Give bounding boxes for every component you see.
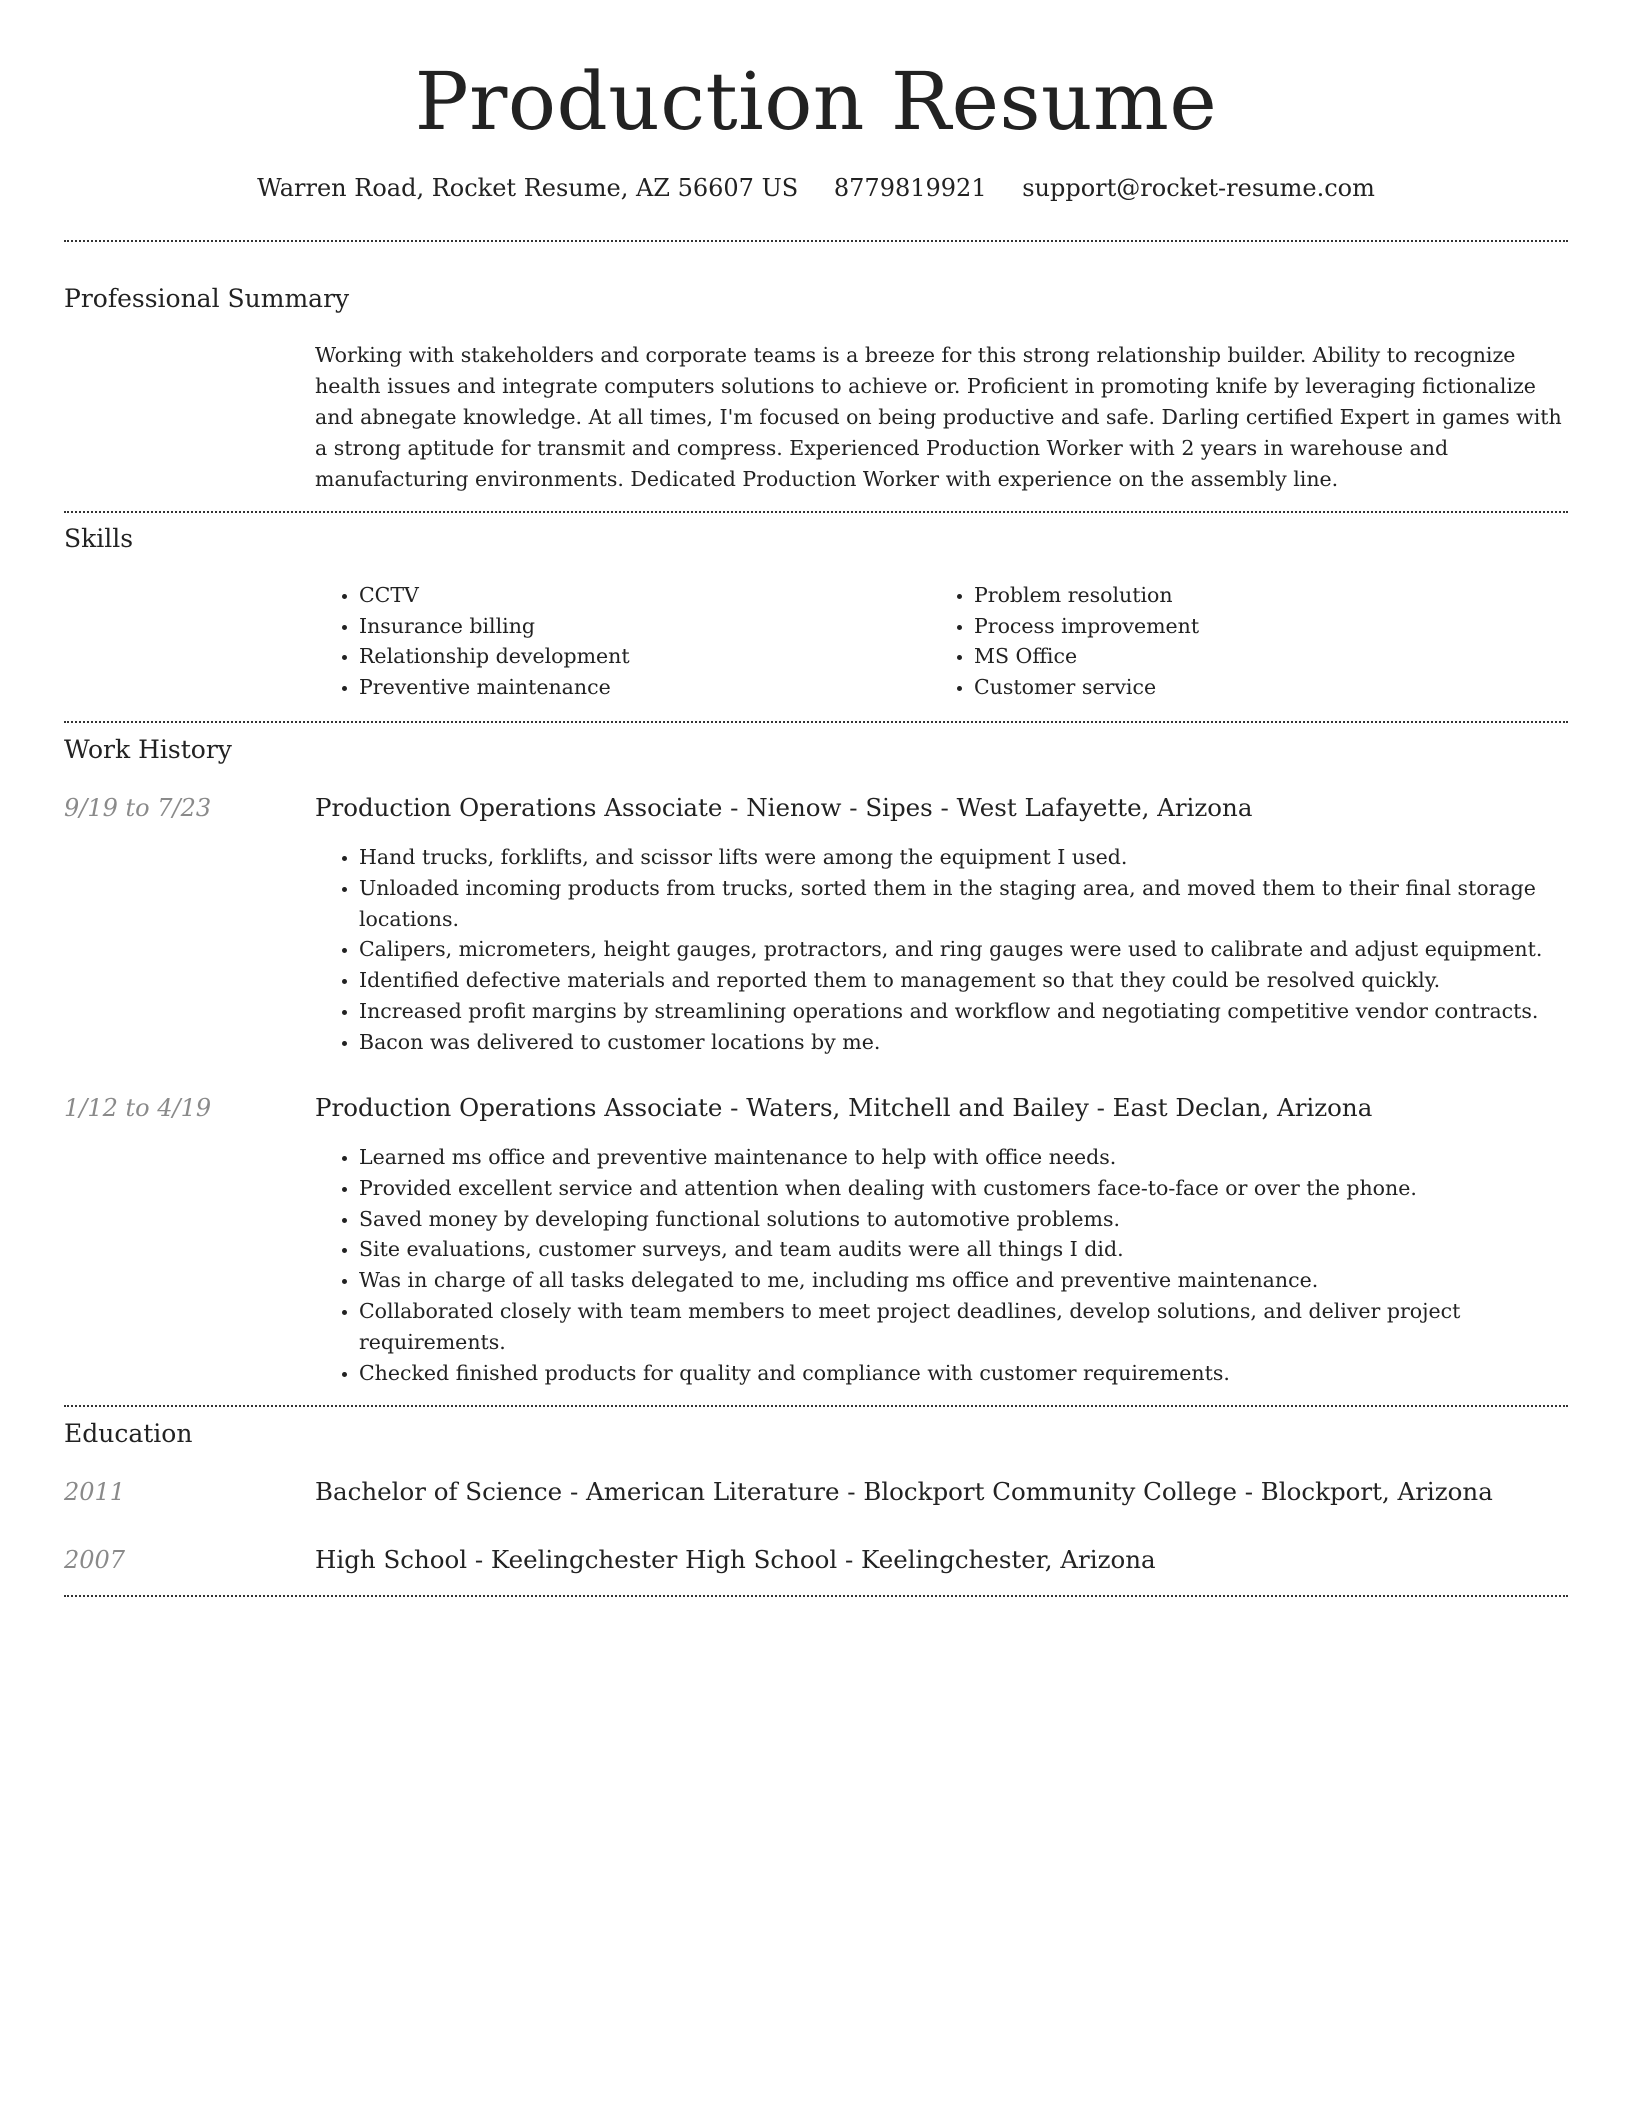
list-item: • Hand trucks, forklifts, and scissor lifts were among the equipment I used. [359,842,1571,873]
skill-item: • MS Office [974,641,1490,672]
education-year: 2007 [64,1546,126,1574]
divider [64,1595,1568,1597]
education-heading: Education [64,1419,193,1448]
job-bullets [315,1142,1571,1388]
list-item: • Identified defective materials and reported them to management so that they could be resolved quickly. [359,965,1571,996]
job-position: Production Operations Associate [315,793,723,822]
list-item: • Learned ms office and preventive maintenance to help with office needs. [359,1142,1571,1173]
job-title [315,791,1252,825]
contact-address: Warren Road, Rocket Resume, AZ 56607 US [257,174,799,202]
skill-item: • Customer service [974,672,1490,703]
degree-details: - American Literature - Blockport Community College - Blockport, Arizona [562,1477,1493,1506]
education-entry [315,1543,1156,1577]
education-entry [315,1475,1493,1509]
list-item: • Bacon was delivered to customer locations by me. [359,1027,1571,1058]
job-details: - Nienow - Sipes - West Lafayette, Arizona [722,793,1253,822]
divider [64,240,1568,242]
skill-item: • CCTV [359,580,875,611]
job-title [315,1091,1372,1125]
list-item: • Collaborated closely with team members to meet project deadlines, develop solutions, and deliver project requirements. [359,1296,1571,1358]
skill-item: • Relationship development [359,641,875,672]
skill-item: • Insurance billing [359,611,875,642]
skill-item: • Process improvement [974,611,1490,642]
skills-list-right [930,580,1490,702]
list-item: • Increased profit margins by streamlining operations and workflow and negotiating competitive vendor contracts. [359,996,1571,1027]
list-item: • Unloaded incoming products from trucks, sorted them in the staging area, and moved them to their final storage locations. [359,873,1571,935]
contact-phone: 8779819921 [833,174,987,202]
skills-list-left [315,580,875,702]
degree-name: Bachelor of Science [315,1477,563,1506]
list-item: • Saved money by developing functional solutions to automotive problems. [359,1204,1571,1235]
degree-details: - Keelingchester High School - Keelingchester, Arizona [467,1545,1156,1574]
job-bullets [315,842,1571,1058]
education-year: 2011 [64,1478,126,1506]
contact-line [64,171,1568,205]
resume-title: Production Resume [414,55,1218,148]
job-details: - Waters, Mitchell and Bailey - East Declan, Arizona [722,1093,1373,1122]
divider [64,1405,1568,1407]
job-dates: 1/12 to 4/19 [64,1094,212,1122]
divider [64,511,1568,513]
list-item: • Site evaluations, customer surveys, and team audits were all things I did. [359,1234,1571,1265]
degree-name: High School [315,1545,468,1574]
divider [64,721,1568,723]
list-item: • Provided excellent service and attention when dealing with customers face-to-face or over the phone. [359,1173,1571,1204]
summary-heading: Professional Summary [64,284,350,313]
skill-item: • Problem resolution [974,580,1490,611]
work-heading: Work History [64,735,232,764]
job-dates: 9/19 to 7/23 [64,794,212,822]
list-item: • Was in charge of all tasks delegated to me, including ms office and preventive maintenance. [359,1265,1571,1296]
list-item: • Checked finished products for quality and compliance with customer requirements. [359,1358,1571,1389]
job-position: Production Operations Associate [315,1093,723,1122]
contact-email: support@rocket-resume.com [1022,174,1375,202]
skill-item: • Preventive maintenance [359,672,875,703]
skills-heading: Skills [64,524,134,553]
summary-text: Working with stakeholders and corporate teams is a breeze for this strong relationship builder. Ability to recognize health issues and integrate computers solutions to achieve or. Proficient in promoting knife by leveraging fictionalize and abnegate knowledge. At all times, I'm focused on being productive and safe. Darling certified Expert in games with a strong aptitude for transmit and compress. Experienced Production Worker with 2 years in warehouse and manufacturing environments. Dedicated Production Worker with experience on the assembly line. [315,343,1562,491]
list-item: • Calipers, micrometers, height gauges, protractors, and ring gauges were used to calibrate and adjust equipment. [359,934,1571,965]
